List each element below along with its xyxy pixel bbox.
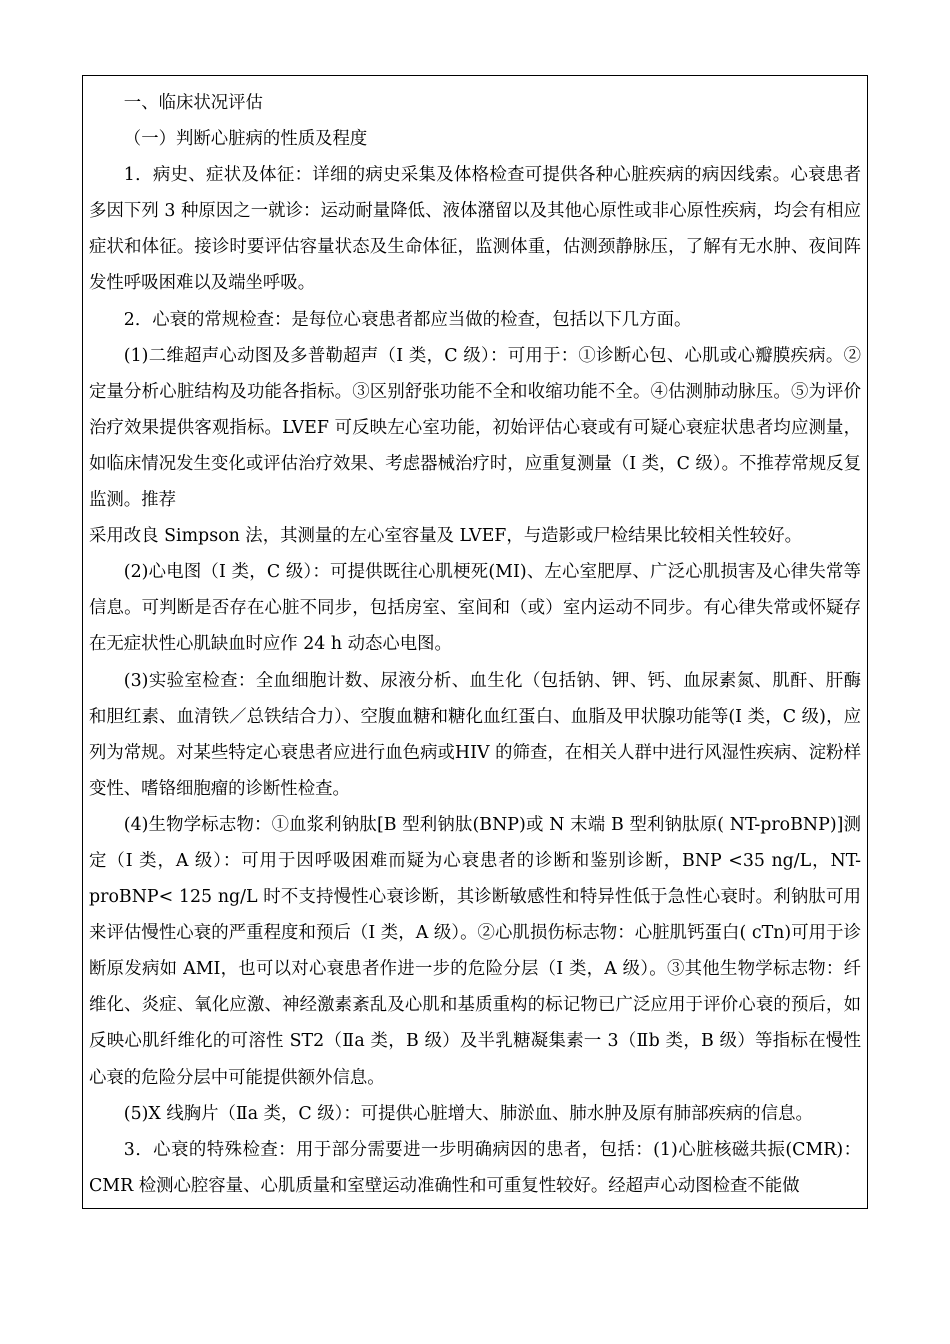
paragraph-simpson-method: 采用改良 Simpson 法，其测量的左心室容量及 LVEF，与造影或尸检结果比较相关性较好。 [89,526,802,547]
paragraph-ecg: (2)心电图（I 类，C 级）：可提供既往心肌梗死(MI)、左心室肥厚、广泛心肌损害及心律失常等信息。可判断是否存在心脏不同步，包括房室、室间和（或）室内运动不同步。有心律失常或怀疑存在无症状性心肌缺血时应作 24 h 动态心电图。 [89,562,861,655]
paragraph-biomarkers: (4)生物学标志物：①血浆利钠肽[B 型利钠肽(BNP)或 N 末端 B 型利钠肽原( NT-proBNP)]测定（I 类，A 级）：可用于因呼吸困难而疑为心衰患者的诊断和鉴别诊断，BNP <35 ng/L，NT-proBNP< 125 ng/L 时不支持慢性心衰诊断，其诊断敏感性和特异性低于急性心衰时。利钠肽可用来评估慢性心衰的严重程度和预后（I 类，A 级）。②心肌损伤标志物：心脏肌钙蛋白( cTn)可用于诊断原发病如 AMI，也可以对心衰患者作进一步的危险分层（I 类，A 级）。③其他生物学标志物：纤维化、炎症、氧化应激、神经激素紊乱及心肌和基质重构的标记物已广泛应用于评价心衰的预后，如反映心肌纤维化的可溶性 ST2（Ⅱa 类，B 级）及半乳糖凝集素一 3（Ⅱb 类，B 级）等指标在慢性心衰的危险分层中可能提供额外信息。 [89,814,861,1088]
section-heading: 一、临床状况评估 [123,93,263,113]
paragraph-lab-tests: (3)实验室检查：全血细胞计数、尿液分析、血生化（包括钠、钾、钙、血尿素氮、肌酐、肝酶和胆红素、血清铁／总铁结合力）、空腹血糖和糖化血红蛋白、血脂及甲状腺功能等(I 类，C 级)，应列为常规。对某些特定心衰患者应进行血色病或HIV 的筛查，在相关人群中进行风湿性疾病、淀粉样变性、嗜铬细胞瘤的诊断性检查。 [89,670,861,799]
paragraph-special-exams: 3．心衰的特殊检查：用于部分需要进一步明确病因的患者，包括：(1)心脏核磁共振(CMR)：CMR 检测心腔容量、心肌质量和室壁运动准确性和可重复性较好。经超声心动图检查不能做 [89,1139,861,1196]
subsection-heading: （一）判断心脏病的性质及程度 [123,129,368,150]
document-body [89,85,861,1204]
paragraph-history-symptoms: 1．病史、症状及体征：详细的病史采集及体格检查可提供各种心脏疾病的病因线索。心衰患者多因下列 3 种原因之一就诊：运动耐量降低、液体潴留以及其他心原性或非心原性疾病，均会有相应症状和体征。接诊时要评估容量状态及生命体征，监测体重，估测颈静脉压，了解有无水肿、夜间阵发性呼吸困难以及端坐呼吸。 [89,165,861,294]
paragraph-chest-xray: (5)X 线胸片（Ⅱa 类，C 级）：可提供心脏增大、肺淤血、肺水肿及原有肺部疾病的信息。 [123,1103,813,1124]
paragraph-echocardiography: (1)二维超声心动图及多普勒超声（I 类，C 级）：可用于：①诊断心包、心肌或心瓣膜疾病。②定量分析心脏结构及功能各指标。③区别舒张功能不全和收缩功能不全。④估测肺动脉压。⑤为评价治疗效果提供客观指标。LVEF 可反映左心室功能，初始评估心衰或有可疑心衰症状患者均应测量，如临床情况发生变化或评估治疗效果、考虑器械治疗时，应重复测量（I 类，C 级）。不推荐常规反复监测。推荐 [89,345,861,511]
document-frame [82,75,868,1209]
paragraph-routine-exams: 2．心衰的常规检查：是每位心衰患者都应当做的检查，包括以下几方面。 [123,309,692,330]
